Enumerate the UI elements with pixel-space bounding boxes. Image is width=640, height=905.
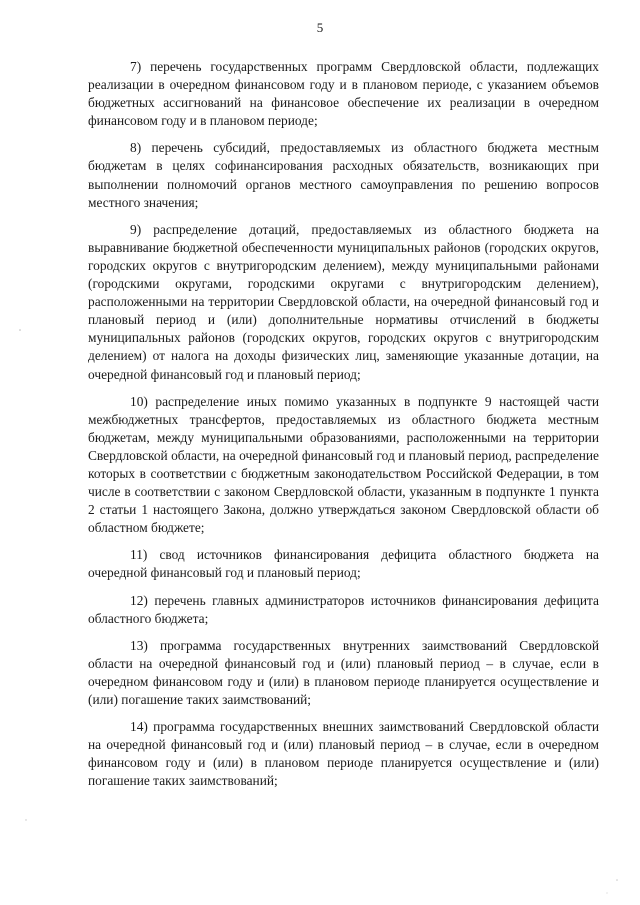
list-item: 12) перечень главных администраторов источников финансирования дефицита областного бюджета; — [88, 592, 599, 626]
list-item: 11) свод источников финансирования дефицита областного бюджета на очередной финансовый год и плановый период; — [88, 547, 599, 581]
page-number: 5 — [316, 20, 324, 35]
list-item: 9) распределение дотаций, предоставляемых из областного бюджета на выравнивание бюджетной обеспеченности муниципальных районов (городских округов, городских округов с внутригородским делением), между муниципальными районами (городскими округами, городскими округами с внутригородским делением), расположенными на территории Свердловской области, на очередной финансовый год и плановый период и (или) дополнительные нормативы отчислений в бюджеты муниципальных районов (городских округов, городских округов с внутригородским делением) от налога на доходы физических лиц, заменяющие указанные дотации, на очередной финансовый год и плановый период; — [88, 221, 599, 382]
list-item: 13) программа государственных внутренних заимствований Свердловской области на очередной финансовый год и (или) плановый период – в случае, если в очередном финансовом году и (или) в плановом периоде планируется осуществление и (или) погашение таких заимствований; — [88, 637, 599, 707]
document-body — [88, 58, 599, 799]
list-item: 14) программа государственных внешних заимствований Свердловской области на очередной финансовый год и (или) плановый период – в случае, если в очередном финансовом году и (или) в плановом периоде планируется осуществление и (или) погашение таких заимствований; — [88, 719, 599, 789]
list-item: 10) распределение иных помимо указанных в подпункте 9 настоящей части межбюджетных трансфертов, предоставляемых из областного бюджета местным бюджетам, между муниципальными образованиями, расположенными на территории Свердловской области, на очередной финансовый год и плановый период, распределение которых в соответствии с бюджетным законодательством Российской Федерации, в том числе в соответствии с законом Свердловской области, указанным в подпункте 1 пункта 2 статьи 1 настоящего Закона, должно утверждаться законом Свердловской области об областном бюджете; — [88, 393, 599, 536]
list-item: 7) перечень государственных программ Свердловской области, подлежащих реализации в очередном финансовом году и в плановом периоде, с указанием объемов бюджетных ассигнований на финансовое обеспечение их реализации в очередном финансовом году и в плановом периоде; — [88, 59, 599, 129]
list-item: 8) перечень субсидий, предоставляемых из областного бюджета местным бюджетам в целях софинансирования расходных обязательств, возникающих при выполнении полномочий органов местного самоуправления по решению вопросов местного значения; — [88, 140, 599, 210]
